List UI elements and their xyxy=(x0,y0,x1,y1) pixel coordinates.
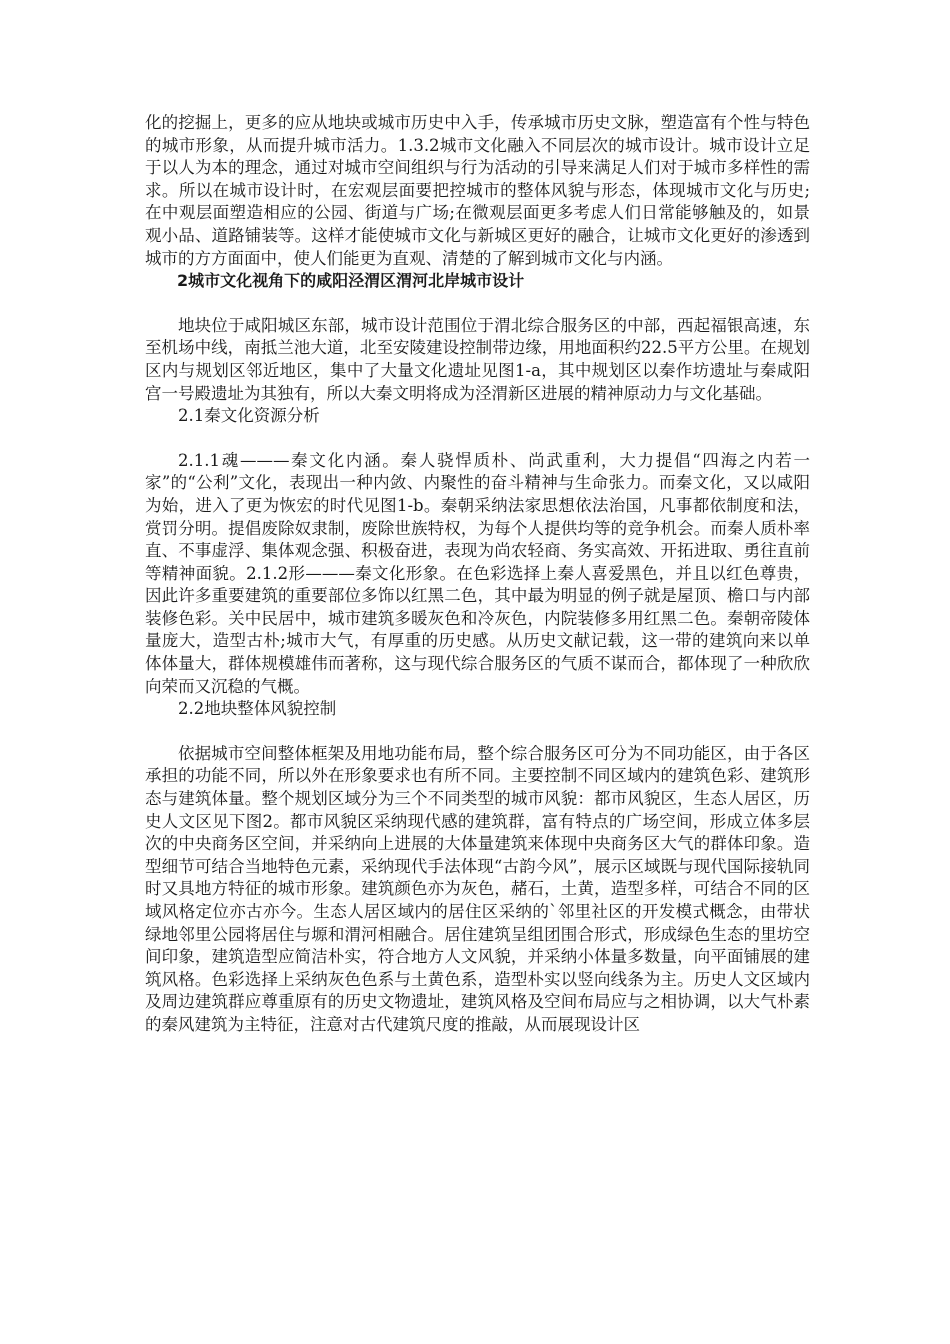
paragraph-style-control: 依据城市空间整体框架及用地功能布局，整个综合服务区可分为不同功能区，由于各区承担的功能不同，所以外在形象要求也有所不同。主要控制不同区域内的建筑色彩、建筑形态与建筑体量。整个规划区域分为三个不同类型的城市风貌：都市风貌区，生态人居区，历史人文区见下图2。都市风貌区采纳现代感的建筑群，富有特点的广场空间，形成立体多层次的中央商务区空间，并采纳向上进展的大体量建筑来体现中央商务区大气的群体印象。造型细节可结合当地特色元素，采纳现代手法体现“古韵今风”，展示区域既与现代国际接轨同时又具地方特征的城市形象。建筑颜色亦为灰色，赭石，土黄，造型多样，可结合不同的区域风格定位亦古亦今。生态人居区域内的居住区采纳的`邻里社区的开发模式概念，由带状绿地邻里公园将居住与塬和渭河相融合。居住建筑呈组团围合形式，形成绿色生态的里坊空间印象，建筑造型应简洁朴实，符合地方人文风貌，并采纳小体量多数量，向平面铺展的建筑风格。色彩选择上采纳灰色色系与土黄色系，造型朴实以竖向线条为主。历史人文区域内及周边建筑群应尊重原有的历史文物遗址，建筑风格及空间布局应与之相协调，以大气朴素的秦风建筑为主特征，注意对古代建筑尺度的推敲，从而展现设计区 xyxy=(145,743,810,1034)
section-heading-2-2: 2.2地块整体风貌控制 xyxy=(178,699,337,719)
paragraph-qin-culture: 2.1.1魂———秦文化内涵。秦人骁悍质朴、尚武重利，大力提倡“四海之内若一家”的“公利”文化，表现出一种内敛、内聚性的奋斗精神与生命张力。而秦文化，又以咸阳为始，进入了更为恢宏的时代见图1-b。秦朝采纳法家思想依法治国，凡事都依制度和法，赏罚分明。提倡废除奴隶制，废除世族特权，为每个人提供均等的竞争机会。而秦人质朴率直、不事虚浮、集体观念强、积极奋进，表现为尚农轻商、务实高效、开拓进取、勇往直前等精神面貌。2.1.2形———秦文化形象。在色彩选择上秦人喜爱黑色，并且以红色尊贵，因此许多重要建筑的重要部位多饰以红黑二色，其中最为明显的例子就是屋顶、檐口与内部装修色彩。关中民居中，城市建筑多暖灰色和冷灰色，内院装修多用红黑二色。秦朝帝陵体量庞大，造型古朴;城市大气，有厚重的历史感。从历史文献记载，这一带的建筑向来以单体体量大，群体规模雄伟而著称，这与现代综合服务区的气质不谋而合，都体现了一种欣欣向荣而又沉稳的气概。 xyxy=(145,450,810,696)
section-heading-2-1: 2.1秦文化资源分析 xyxy=(178,406,320,426)
section-heading-2: 2城市文化视角下的咸阳泾渭区渭河北岸城市设计 xyxy=(177,271,525,291)
paragraph-site-description: 地块位于咸阳城区东部，城市设计范围位于渭北综合服务区的中部，西起福银高速，东至机场中线，南抵兰池大道，北至安陵建设控制带边缘，用地面积约22.5平方公里。在规划区内与规划区邻近地区，集中了大量文化遗址见图1-a，其中规划区以秦作坊遗址与秦咸阳宫一号殿遗址为其独有，所以大秦文明将成为泾渭新区进展的精神原动力与文化基础。 xyxy=(145,315,810,403)
document-page xyxy=(145,112,810,1037)
paragraph-intro: 化的挖掘上，更多的应从地块或城市历史中入手，传承城市历史文脉，塑造富有个性与特色的城市形象，从而提升城市活力。1.3.2城市文化融入不同层次的城市设计。城市设计立足于以人为本的理念，通过对城市空间组织与行为活动的引导来满足人们对于城市多样性的需求。所以在城市设计时，在宏观层面要把控城市的整体风貌与形态，体现城市文化与历史;在中观层面塑造相应的公园、街道与广场;在微观层面更多考虑人们日常能够触及的，如景观小品、道路铺装等。这样才能使城市文化与新城区更好的融合，让城市文化更好的渗透到城市的方方面面中，使人们能更为直观、清楚的了解到城市文化与内涵。 xyxy=(145,113,810,268)
